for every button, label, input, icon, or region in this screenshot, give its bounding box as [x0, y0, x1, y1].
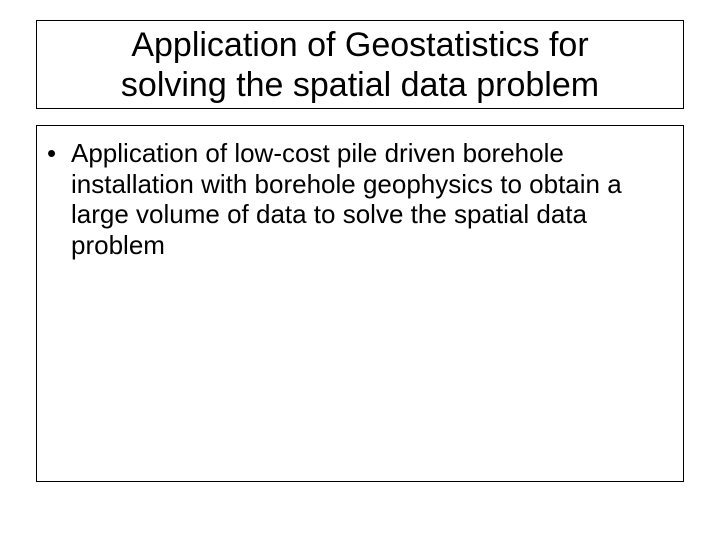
slide-body-box — [36, 125, 684, 482]
bullet-icon: • — [47, 138, 57, 168]
slide-title: Application of Geostatistics for solving the spatial data problem — [120, 25, 600, 104]
bullet-text: Application of low-cost pile driven borehole installation with borehole geophysics to obtain a large volume of data to solve the spatial data problem — [71, 138, 622, 260]
slide-title-box — [36, 20, 684, 109]
bullet-item — [47, 138, 673, 260]
